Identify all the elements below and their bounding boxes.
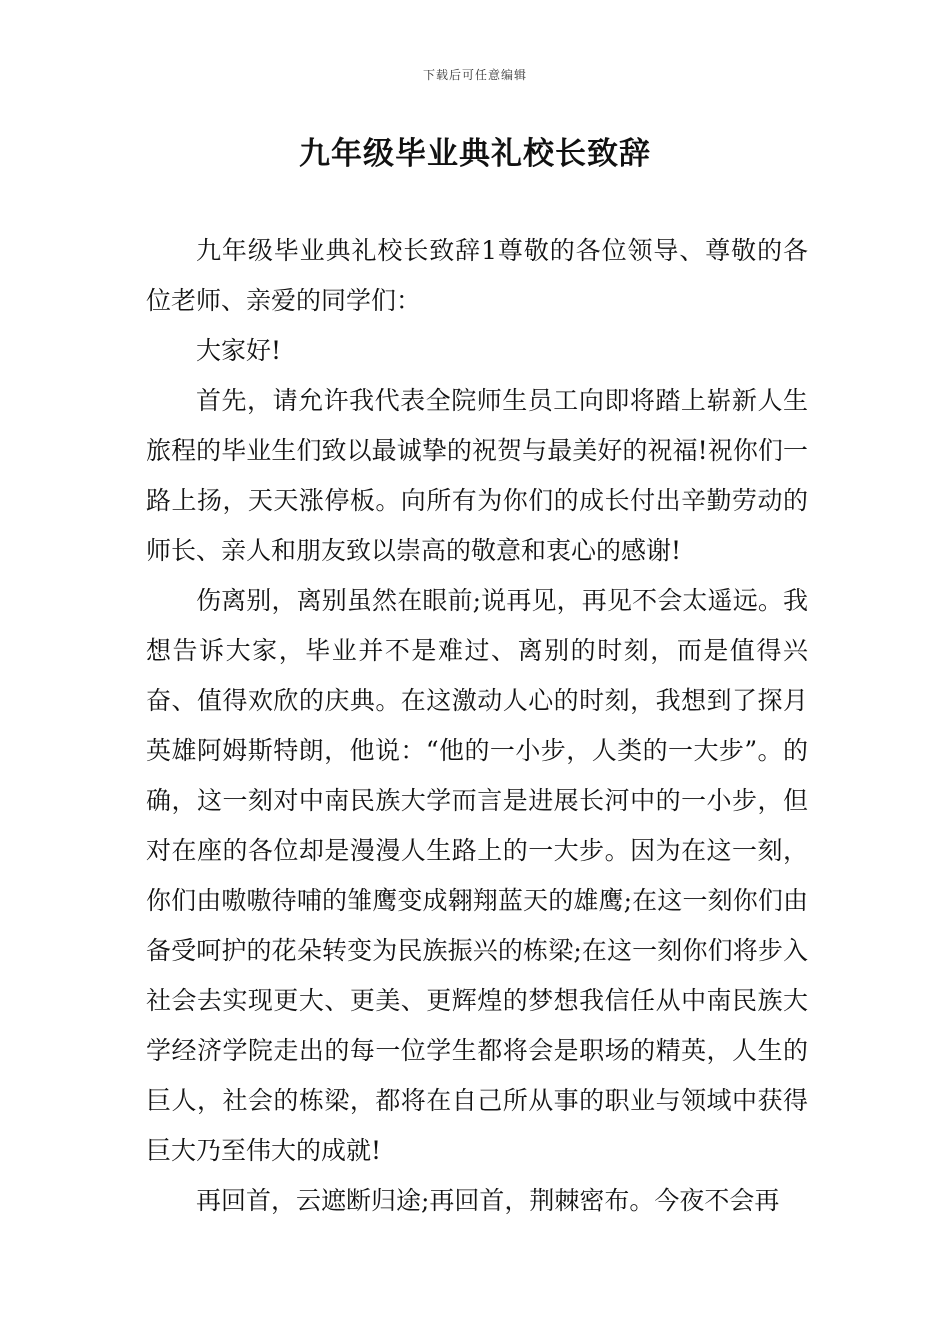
paragraph-greeting: 九年级毕业典礼校长致辞1尊敬的各位领导、尊敬的各位老师、亲爱的同学们： <box>146 236 808 315</box>
header-note: 下载后可任意编辑 <box>422 68 527 82</box>
document-body <box>146 226 808 1226</box>
document-title: 九年级毕业典礼校长致辞 <box>299 136 651 172</box>
paragraph-farewell: 伤离别，离别虽然在眼前;说再见，再见不会太遥远。我想告诉大家，毕业并不是难过、离别的时刻，而是值得兴奋、值得欢欣的庆典。在这激动人心的时刻，我想到了探月英雄阿姆斯特朗，他说：“他的一小步，人类的一大步”。的确，这一刻对中南民族大学而言是进展长河中的一小步，但对在座的各位却是漫漫人生路上的一大步。因为在这一刻，你们由嗷嗷待哺的雏鹰变成翱翔蓝天的雄鹰;在这一刻你们由备受呵护的花朵转变为民族振兴的栋梁;在这一刻你们将步入社会去实现更大、更美、更辉煌的梦想我信任从中南民族大学经济学院走出的每一位学生都将会是职场的精英，人生的巨人，社会的栋梁，都将在自己所从事的职业与领域中获得巨大乃至伟大的成就! <box>146 586 808 1165</box>
paragraph-looking-back: 再回首，云遮断归途;再回首，荆棘密布。今夜不会再 <box>196 1186 780 1215</box>
paragraph-hello: 大家好! <box>196 336 282 365</box>
paragraph-congratulations: 首先，请允许我代表全院师生员工向即将踏上崭新人生旅程的毕业生们致以最诚挚的祝贺与最美好的祝福!祝你们一路上扬，天天涨停板。向所有为你们的成长付出辛勤劳动的师长、亲人和朋友致以崇高的敬意和衷心的感谢! <box>146 386 808 565</box>
